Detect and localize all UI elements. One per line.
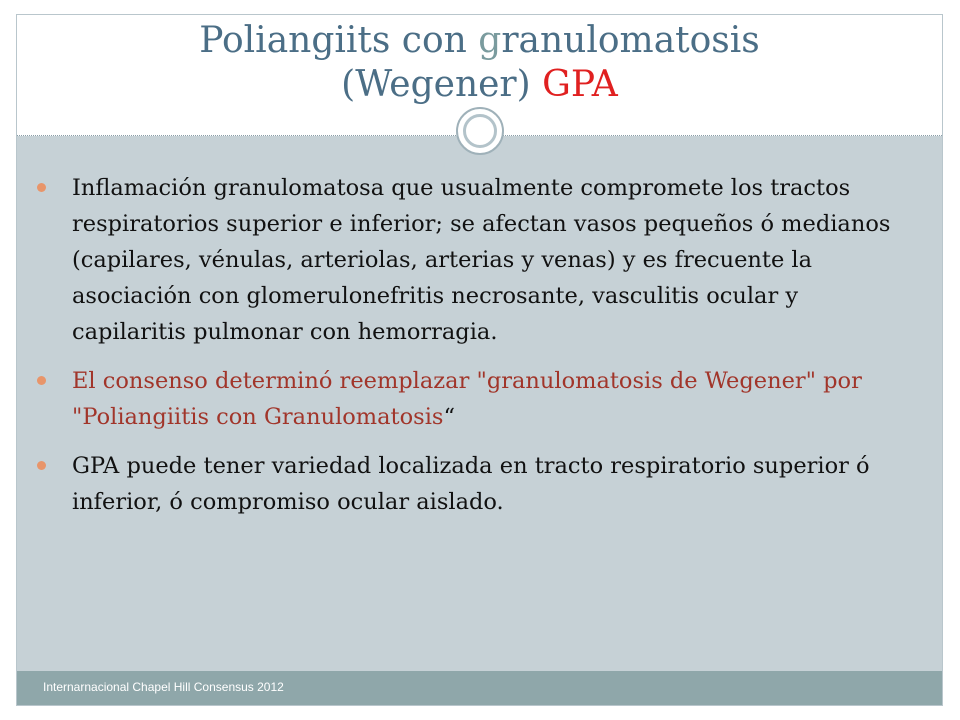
title-text: ranulomatosis	[501, 20, 760, 61]
footer-bar	[17, 671, 942, 705]
bullet-dot-icon	[37, 376, 46, 385]
slide	[16, 14, 943, 706]
bullet-item	[57, 170, 917, 350]
bullet-list	[57, 170, 917, 533]
bullet-text: Inflamación granulomatosa que usualmente compromete los tractos respiratorios superior e inferior; se afectan vasos pequeños ó medianos (capilares, vénulas, arteriolas, arterias y venas) y es frecuente la asociación con glomerulonefritis necrosante, vasculitis ocular y capilaritis pulmonar con hemorragia.	[72, 175, 891, 345]
title-text: Poliangiits con	[199, 20, 479, 61]
bullet-dot-icon	[37, 461, 46, 470]
content-area	[17, 136, 942, 671]
bullet-text: GPA puede tener variedad localizada en tracto respiratorio superior ó inferior, ó compromiso ocular aislado.	[72, 453, 870, 515]
bullet-dot-icon	[37, 183, 46, 192]
title-abbreviation: GPA	[542, 64, 618, 105]
bullet-quote-mark: “	[443, 404, 455, 430]
slide-title	[17, 19, 942, 107]
bullet-item	[57, 448, 917, 520]
bullet-text: El consenso determinó reemplazar "granulomatosis de Wegener" por "Poliangiitis con Granulomatosis	[72, 368, 862, 430]
title-accent-letter: g	[478, 20, 502, 61]
title-line-2	[17, 63, 942, 107]
title-line-1	[17, 19, 942, 63]
footer-text: Internarnacional Chapel Hill Consensus 2012	[43, 680, 284, 694]
title-text: (Wegener)	[341, 64, 543, 105]
bullet-item	[57, 363, 917, 435]
circle-ornament-icon	[456, 107, 504, 155]
